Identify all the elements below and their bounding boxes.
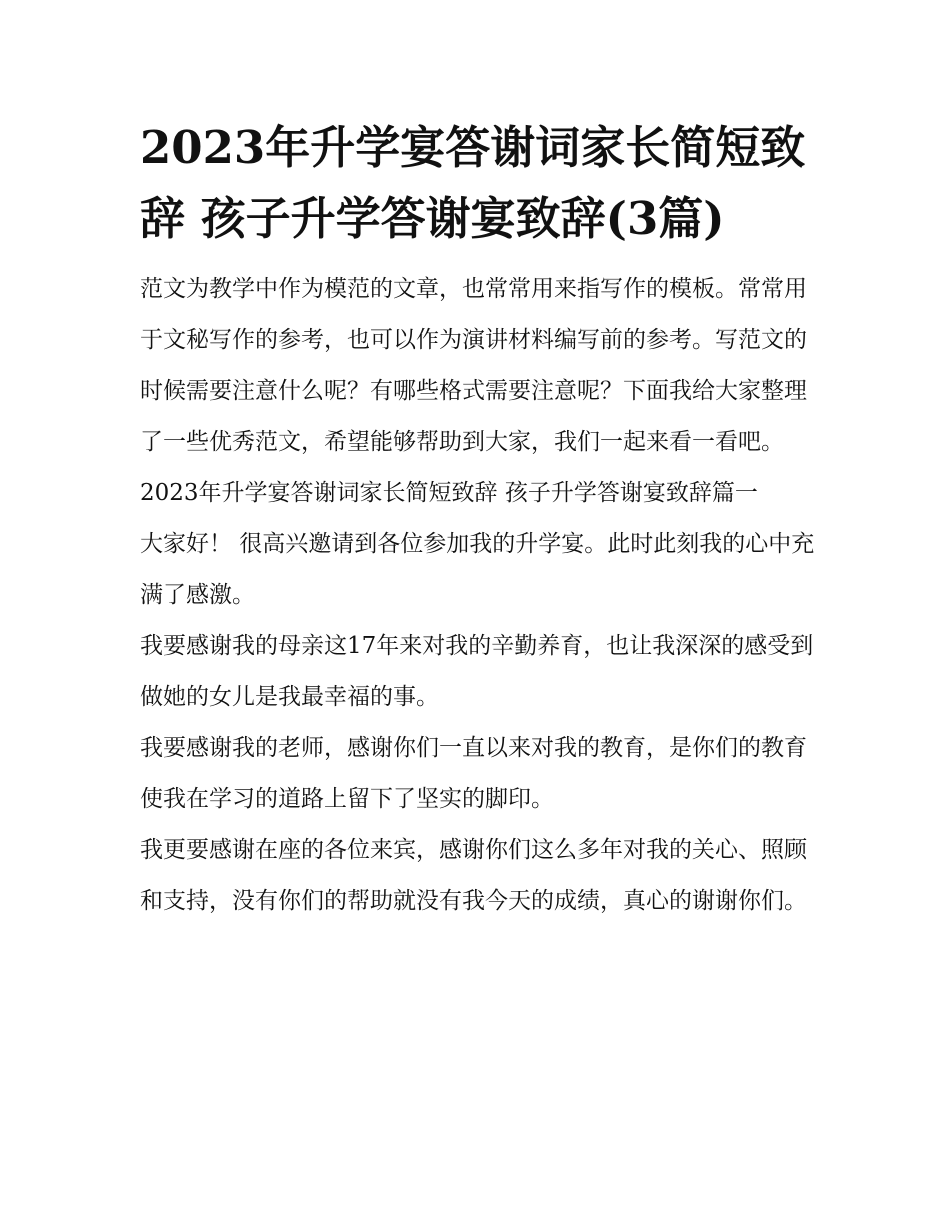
body-paragraph: 大家好！ 很高兴邀请到各位参加我的升学宴。此时此刻我的心中充满了感激。 [140, 531, 815, 608]
section-heading: 2023年升学宴答谢词家长简短致辞 孩子升学答谢宴致辞篇一 [140, 480, 758, 506]
document-body [140, 112, 815, 927]
document-title: 2023年升学宴答谢词家长简短致辞 孩子升学答谢宴致辞(3篇) [140, 121, 806, 245]
body-paragraph: 我更要感谢在座的各位来宾，感谢你们这么多年对我的关心、照顾和支持，没有你们的帮助就没有我今天的成绩，真心的谢谢你们。 [140, 837, 807, 914]
intro-paragraph: 范文为教学中作为模范的文章，也常常用来指写作的模板。常常用于文秘写作的参考，也可以作为演讲材料编写前的参考。写范文的时候需要注意什么呢？有哪些格式需要注意呢？下面我给大家整理了一些优秀范文，希望能够帮助到大家，我们一起来看一看吧。 [140, 276, 807, 455]
body-paragraph: 我要感谢我的母亲这17年来对我的辛勤养育，也让我深深的感受到做她的女儿是我最幸福的事。 [140, 633, 814, 710]
body-paragraph: 我要感谢我的老师，感谢你们一直以来对我的教育，是你们的教育使我在学习的道路上留下了坚实的脚印。 [140, 735, 807, 812]
